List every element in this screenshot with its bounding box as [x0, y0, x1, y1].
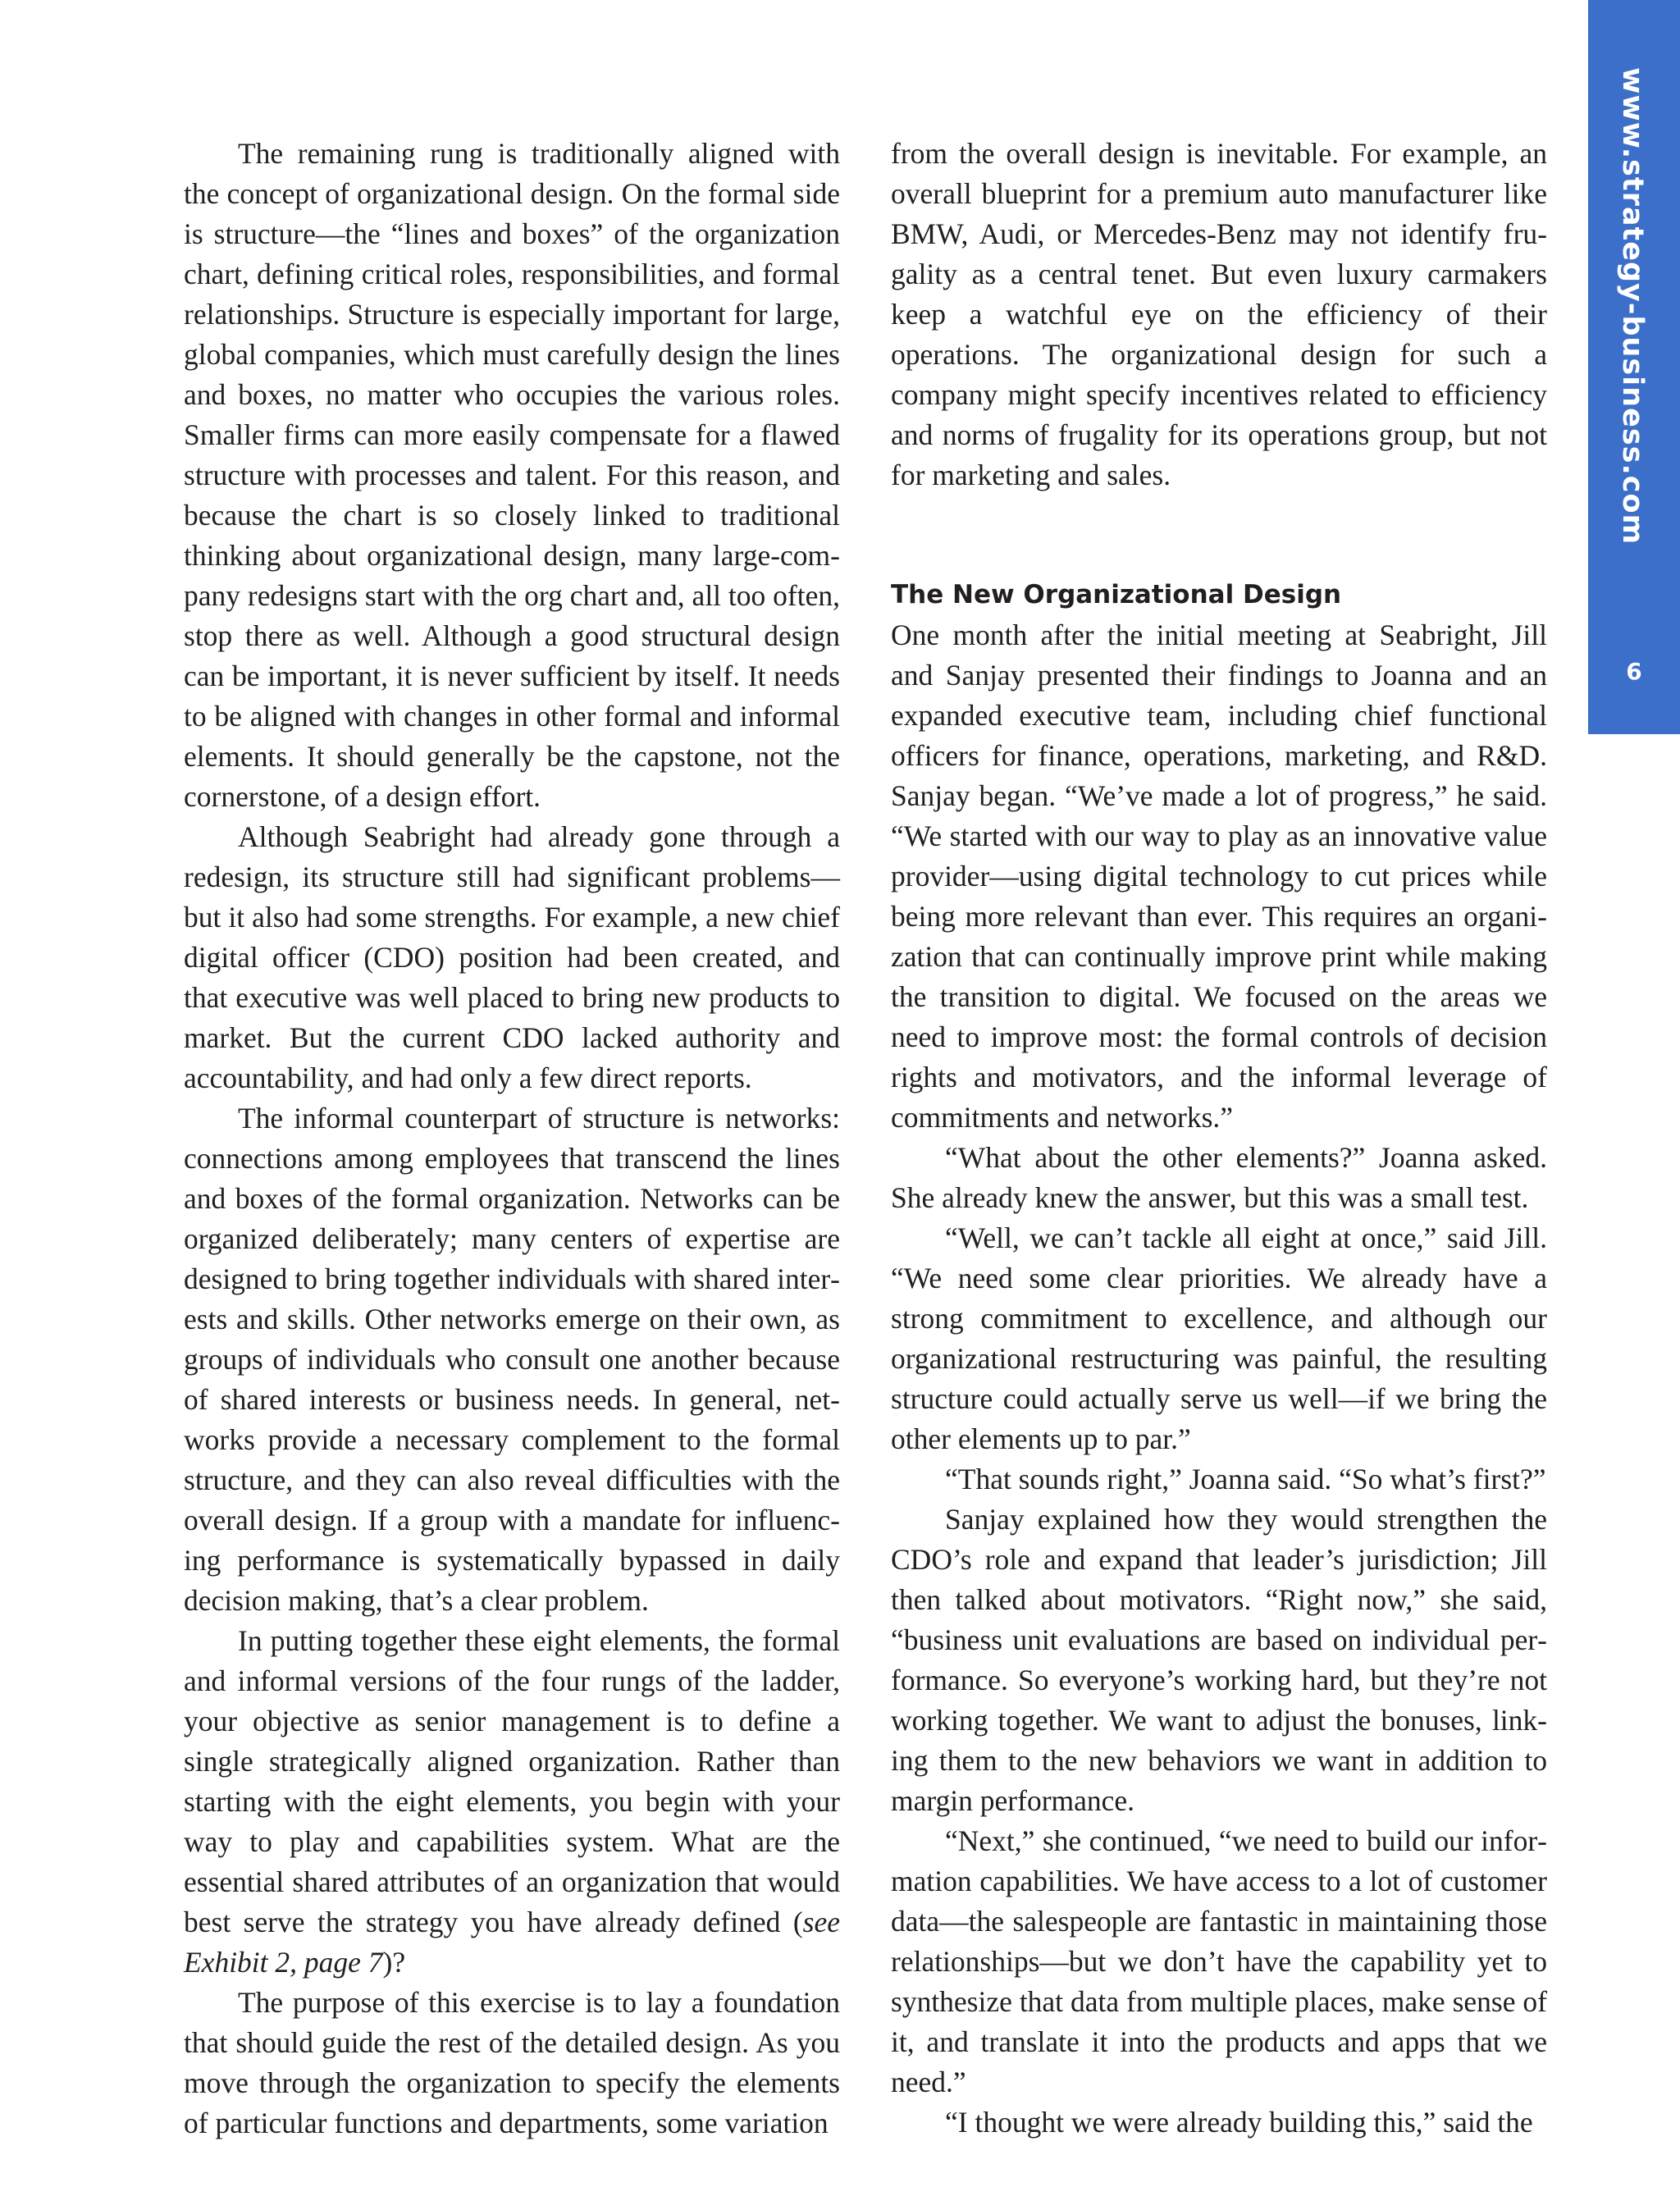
paragraph: “What about the other elements?” Joanna asked. She already knew the answer, but this was a small test.	[891, 1141, 1547, 1214]
paragraph: The purpose of this exercise is to lay a foundation that should guide the rest of the detailed design. As you move through the organization to specify the elements of particular functions and departments, some variation	[184, 1986, 840, 2139]
right-column	[891, 134, 1547, 2143]
paragraph: “I thought we were already building this,” said the	[945, 2106, 1533, 2139]
left-column	[184, 134, 840, 2143]
website-url[interactable]: www.strategy-business.com	[1616, 67, 1649, 546]
paragraph: The remaining rung is traditionally aligned with the concept of organizational design. On the formal side is structure—the “lines and boxes” of the organization chart, defining critical roles, responsibilities, and formal relationships. Structure is especially important for large, global companies, which must carefully design the lines and boxes, no matter who occupies the various roles. Smaller firms can more easily compensate for a flawed structure with processes and talent. For this reason, and because the chart is so closely linked to traditional thinking about organizational design, many large-company redesigns start with the org chart and, all too often, stop there as well. Although a good structural design can be important, it is never sufficient by itself. It needs to be aligned with changes in other formal and informal elements. It should generally be the capstone, not the cornerstone, of a design effort.	[184, 137, 840, 813]
paragraph-with-exhibit-reference	[184, 1621, 840, 1983]
continued-paragraph: from the overall design is inevitable. For example, an overall blueprint for a premium auto manufacturer like BMW, Audi, or Mercedes-Benz may not identify frugality as a central tenet. But even luxury carmakers keep a watchful eye on the efficiency of their operations. The organizational design for such a company might specify incentives related to efficiency and norms of frugality for its operations group, but not for marketing and sales.	[891, 137, 1547, 491]
paragraph: Although Seabright had already gone through a redesign, its structure still had significant problems—but it also had some strengths. For example, a new chief digital officer (CDO) position had been created, and that executive was well placed to bring new products to market. But the current CDO lacked authority and accountability, and had only a few direct reports.	[184, 820, 840, 1094]
paragraph-tail: )?	[382, 1946, 406, 1979]
paragraph: “That sounds right,” Joanna said. “So what’s first?”	[945, 1463, 1546, 1495]
section-heading: The New Organizational Design	[891, 580, 1342, 609]
paragraph: The informal counterpart of structure is networks: connections among employees that transcend the lines and boxes of the formal organization. Networks can be organized deliberately; many centers of expertise are designed to bring together individuals with shared interests and skills. Other networks emerge on their own, as groups of individuals who consult one another because of shared interests or business needs. In general, networks provide a necessary complement to the formal structure, and they can also reveal difficulties with the overall design. If a group with a mandate for influencing performance is systematically bypassed in daily decision making, that’s a clear problem.	[184, 1102, 840, 1617]
paragraph: “Next,” she continued, “we need to build our information capabilities. We have access to a lot of customer data—the salespeople are fantastic in maintaining those relationships—but we don’t have the capability yet to synthesize that data from multiple places, make sense of it, and translate it into the products and apps that we need.”	[891, 1824, 1547, 2098]
exhibit-reference[interactable]: see Exhibit 2, page 7	[184, 1906, 840, 1979]
paragraph: One month after the initial meeting at Seabright, Jill and Sanjay presented their findings to Joanna and an expanded executive team, including chief functional officers for finance, operations, marketing, and R&D. Sanjay began. “We’ve made a lot of progress,” he said. “We started with our way to play as an innovative value provider—using digital technology to cut prices while being more relevant than ever. This requires an organization that can continually improve print while making the transition to digital. We focused on the areas we need to improve most: the formal controls of decision rights and motivators, and the informal leverage of commitments and networks.”	[891, 619, 1547, 1134]
paragraph: “Well, we can’t tackle all eight at once,” said Jill. “We need some clear priorities. We already have a strong commitment to excellence, and although our organizational restructuring was painful, the resulting structure could actually serve us well—if we bring the other elements up to par.”	[891, 1221, 1547, 1455]
paragraph-text: In putting together these eight elements, the formal and informal versions of the four rungs of the ladder, your objective as senior management is to define a single strategically aligned organization. Rather than starting with the eight elements, you begin with your way to play and capabilities system. What are the essential shared attributes of an organization that would best serve the strategy you have already defined (	[184, 1624, 840, 1938]
page-number: 6	[1626, 658, 1642, 685]
paragraph: Sanjay explained how they would strengthen the CDO’s role and expand that leader’s jurisdiction; Jill then talked about motivators. “Right now,” she said, “business unit evaluations are based on individual performance. So everyone’s working hard, but they’re not working together. We want to adjust the bonuses, linking them to the new behaviors we want in addition to margin performance.	[891, 1503, 1547, 1817]
sidebar-tab	[1588, 0, 1680, 734]
